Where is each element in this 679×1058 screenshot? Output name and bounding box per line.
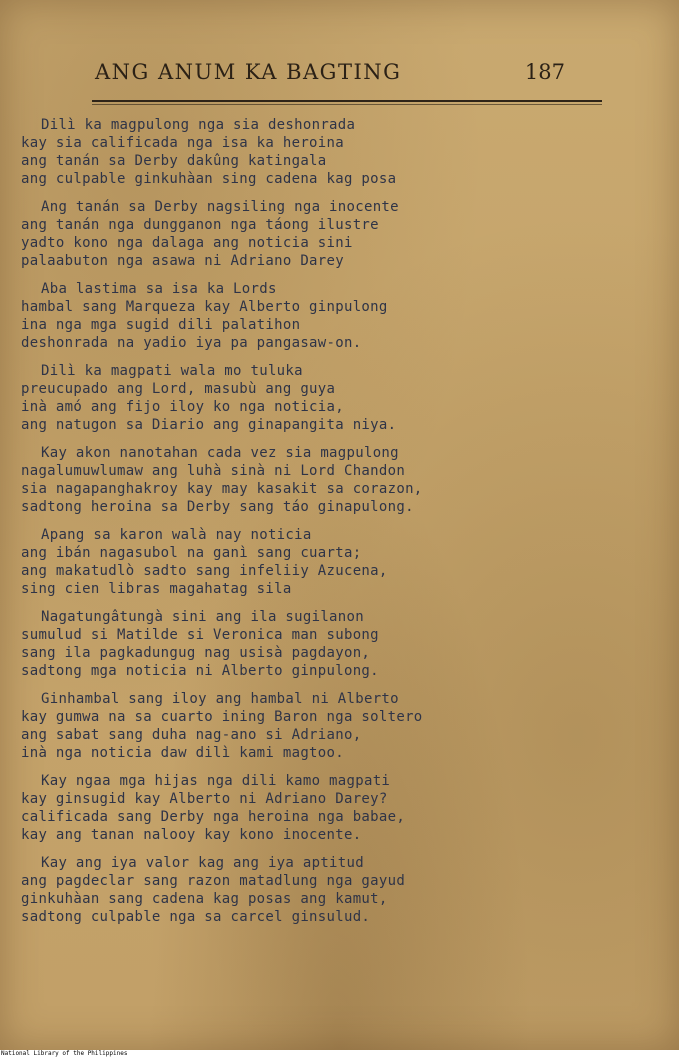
verse-line: ang natugon sa Diario ang ginapangita niya. (21, 417, 397, 433)
verse-line: kay sia calificada nga isa ka heroina (21, 135, 344, 151)
verse-line: Nagatungâtungà sini ang ila sugilanon (41, 609, 364, 625)
verse-line: ang pagdeclar sang razon matadlung nga gayud (21, 873, 406, 889)
verse-line: hambal sang Marqueza kay Alberto ginpulong (21, 299, 388, 315)
stanza (21, 854, 501, 926)
verse-line: sadtong mga noticia ni Alberto ginpulong. (21, 663, 379, 679)
verse-line: nagalumuwlumaw ang luhà sinà ni Lord Chandon (21, 463, 406, 479)
verse-line: kay gumwa na sa cuarto ining Baron nga soltero (21, 709, 423, 725)
stanza (21, 116, 501, 188)
verse-line: ang culpable ginkuhàan sing cadena kag posa (21, 171, 397, 187)
verse-line: ang ibán nagasubol na ganì sang cuarta; (21, 545, 362, 561)
stanza (21, 198, 501, 270)
running-title: ANG ANUM KA BAGTING (95, 60, 402, 84)
page-header (95, 60, 565, 94)
verse-line: sadtong culpable nga sa carcel ginsulud. (21, 909, 371, 925)
verse-line: Kay akon nanotahan cada vez sia magpulong (41, 445, 399, 461)
stanza (21, 608, 501, 680)
verse-line: Dilì ka magpulong nga sia deshonrada (41, 117, 356, 133)
verse-line: Apang sa karon walà nay noticia (41, 527, 312, 543)
verse-line: ginkuhàan sang cadena kag posas ang kamut, (21, 891, 388, 907)
header-rule-thin (92, 104, 602, 105)
verse-line: palaabuton nga asawa ni Adriano Darey (21, 253, 344, 269)
verse-line: yadto kono nga dalaga ang noticia sini (21, 235, 353, 251)
verse-line: Dilì ka magpati wala mo tuluka (41, 363, 303, 379)
verse-line: Kay ngaa mga hijas nga dili kamo magpati (41, 773, 391, 789)
verse-line: ang tanán nga dungganon nga táong ilustre (21, 217, 379, 233)
verse-line: Aba lastima sa isa ka Lords (41, 281, 277, 297)
footer (0, 1050, 679, 1058)
verse-line: calificada sang Derby nga heroina nga babae, (21, 809, 406, 825)
header-rule (92, 100, 602, 102)
verse-line: Ang tanán sa Derby nagsiling nga inocente (41, 199, 399, 215)
verse-line: sumulud si Matilde si Veronica man subong (21, 627, 379, 643)
stanza (21, 444, 501, 516)
stanza (21, 280, 501, 352)
stanza (21, 526, 501, 598)
verse-line: ang makatudlò sadto sang infeliiy Azucena, (21, 563, 388, 579)
verse-line: sing cien libras magahatag sila (21, 581, 292, 597)
verse-line: kay ginsugid kay Alberto ni Adriano Darey? (21, 791, 388, 807)
stanza (21, 690, 501, 762)
verse-line: inà amó ang fijo iloy ko nga noticia, (21, 399, 344, 415)
verse-line: preucupado ang Lord, masubù ang guya (21, 381, 336, 397)
verse-line: sia nagapanghakroy kay may kasakit sa corazon, (21, 481, 423, 497)
verse-line: Ginhambal sang iloy ang hambal ni Alberto (41, 691, 399, 707)
stanza (21, 772, 501, 844)
verse-line: ina nga mga sugid dili palatihon (21, 317, 301, 333)
page-number: 187 (524, 60, 565, 84)
verse-line: deshonrada na yadio iya pa pangasaw-on. (21, 335, 362, 351)
library-credit: National Library of the Philippines (1, 1050, 128, 1057)
verse-line: inà nga noticia daw dilì kami magtoo. (21, 745, 344, 761)
verse-line: Kay ang iya valor kag ang iya aptitud (41, 855, 364, 871)
verse-line: sadtong heroina sa Derby sang táo ginapulong. (21, 499, 414, 515)
verse-line: ang sabat sang duha nag-ano si Adriano, (21, 727, 362, 743)
stanza (21, 362, 501, 434)
verse-line: kay ang tanan nalooy kay kono inocente. (21, 827, 362, 843)
verse-line: sang ila pagkadungug nag usisà pagdayon, (21, 645, 371, 661)
verse-line: ang tanán sa Derby dakûng katingala (21, 153, 327, 169)
poem-body (21, 116, 501, 936)
